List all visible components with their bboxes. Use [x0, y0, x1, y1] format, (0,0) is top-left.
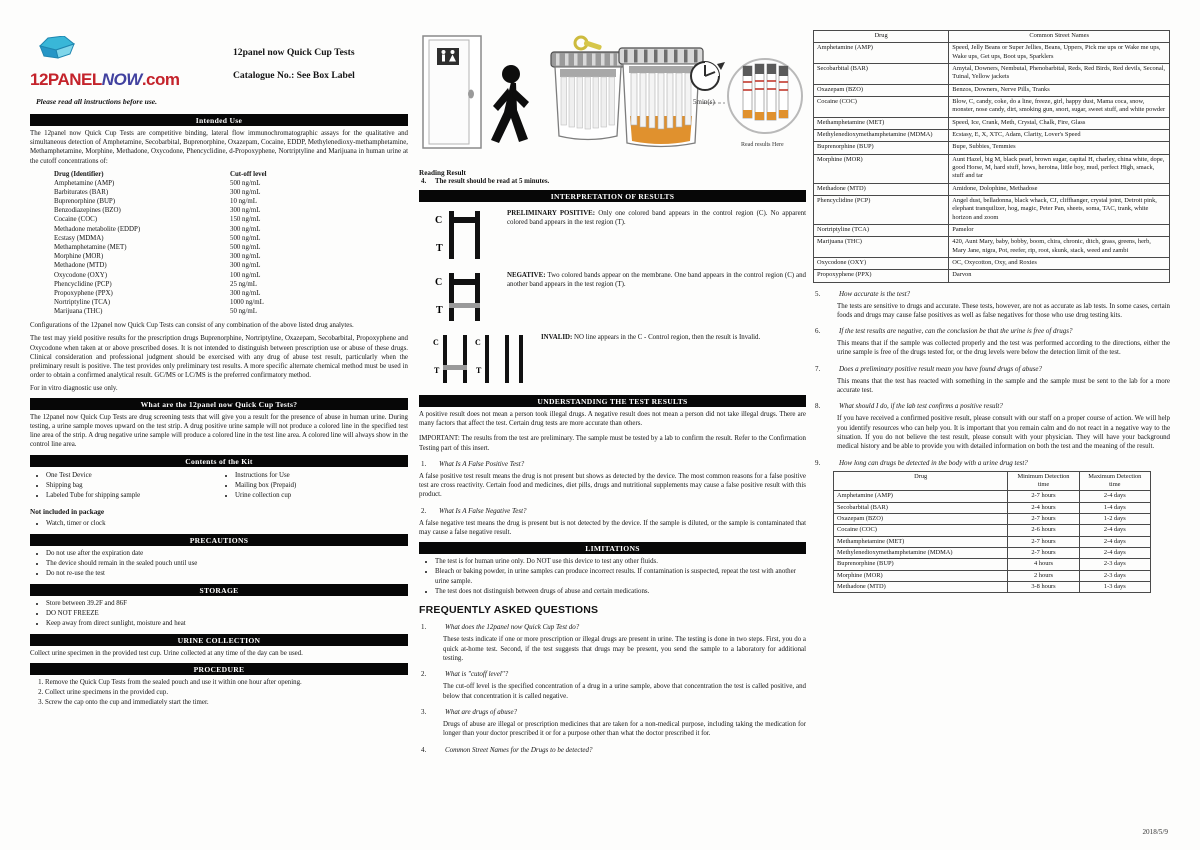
street-names-table [813, 30, 1170, 283]
cutoff-row: Methamphetamine (MET) 500 ng/mL [54, 244, 261, 251]
svg-text:T: T [476, 366, 482, 375]
table-row: Methadone (MTD) Amidone, Dolophine, Methadose [814, 183, 1170, 195]
cutoff-row: Cocaine (COC) 150 ng/mL [54, 216, 261, 224]
intended-use-paragraph: The 12panel now Quick Cup Tests are competitive binding, lateral flow immunochromatographic assays for the qualitative and simultaneous detection of Amphetamine, Secobarbital, Buprenorphine, Oxazepam, Cocaine, EDDP, Methylenedioxy-methamphetamine, Methamphetamine, Morphine, Methadone, Oxycodone, Phencyclidine, d-Propoxyphene, Nortriptyline and Marijuana in human urine at the cutoff concentrations of: [30, 130, 408, 165]
header [30, 36, 408, 93]
result-label: INVALID: [541, 334, 573, 341]
qa-answer: This means that the test has reacted with something in the sample and the sample must be sent to the lab for a more accurate test. [837, 377, 1170, 395]
cutoff-row: Buprenorphine (BUP) 10 ng/mL [54, 198, 257, 206]
storage-item: • DO NOT FREEZE [46, 609, 408, 619]
kit-item: • Instructions for Use [235, 471, 408, 481]
section-intended-use: Intended Use [30, 114, 408, 126]
procedure-step: 1. Remove the Quick Cup Tests from the sealed pouch and use it within one hour after opening. [45, 678, 408, 688]
table-row: Buprenorphine (BUP) Bupe, Subbies, Temmies [814, 142, 1170, 154]
cutoff-row: Barbiturates (BAR) 300 ng/mL [54, 188, 261, 196]
table-header-row: Drug Common Street Names [814, 31, 1170, 43]
faq-answer: The cut-off level is the specified concentration of a drug in a urine sample, above that concentration the test is called positive, and below that concentration it is called negative. [443, 683, 806, 700]
table-row: Methylenedioxymethamphetamine (MDMA) Ecstasy, E, X, XTC, Adam, Clarity, Lover's Speed [814, 129, 1170, 141]
svg-text:C: C [433, 338, 439, 347]
precaution-item: • Do not re-use the test [46, 569, 408, 579]
faq-question: 1. What does the 12panel now Quick Cup Test do? [421, 623, 580, 632]
left-column [30, 36, 408, 710]
test-strip-positive-icon [433, 209, 491, 261]
faq-answer: These tests indicate if one or more prescription or illegal drugs are present in urine. The testing is done in two steps. First, you do a quick at-home test. Second, if the test suggests that drugs may be present, you send the sample to a laboratory for additional testing. [443, 636, 806, 663]
brand-logo [30, 36, 215, 88]
table-row: Secobarbital (BAR) Amytal, Downers, Nembutal, Phenobarbital, Reds, Red Birds, Red devils, Seconal, Tuinal, Yellow jackets [814, 63, 1170, 84]
qa-answer: This means that if the sample was collected properly and the test was performed according to the directions, either the urine sample is free of the drugs tested for, or the drug levels were below the detection limit of the test. [837, 340, 1170, 357]
limitations-list [419, 557, 806, 597]
brand-logo-text [30, 71, 215, 88]
cutoff-row: Marijuana (THC) 50 ng/mL [54, 308, 257, 316]
not-included-list [30, 519, 408, 529]
qa-question: 6. If the test results are negative, can the conclusion be that the urine is free of drugs? [815, 327, 1073, 336]
test-strip-invalid-icon [433, 333, 525, 385]
table-row: Methamphetamine (MET) 2-7 hours 2-4 days [834, 536, 1151, 547]
table-row: Methylenedioxymethamphetamine (MDMA) 2-7 hours 2-4 days [834, 547, 1151, 558]
cutoff-row: Morphine (MOR) 300 ng/mL [54, 253, 261, 261]
prescription-paragraph: The test may yield positive results for the prescription drugs Buprenorphine, Nortriptyline, Oxazepam, Secobarbital, Propoxyphene and Oxycodone when taken at or above prescribed doses. It is not intended to distinguish between prescription use or abuse of these drugs. Clinical consideration and professional judgment should be exercised with any drug of abuse test result, particularly when the preliminary result is positive. The test provides only preliminary test results. A more specific alternate chemical method must be used in order to obtain a confirmed analytical result. GC/MS or LC/MS is the preferred confirmatory method. [30, 335, 408, 379]
faq-question: 3. What are drugs of abuse? [421, 707, 518, 716]
table-row: Propoxyphene (PPX) Darvon [814, 270, 1170, 282]
cutoff-table-header [30, 170, 408, 179]
result-row-negative [419, 271, 806, 323]
logo-part2: NOW [101, 70, 142, 89]
cutoff-col-level: Cut-off level [230, 170, 267, 178]
answer-false-negative: A false negative test means the drug is present but is not detected by the device. If the sample is diluted, or the sample is contaminated that may cause a false negative result. [419, 519, 806, 537]
section-interpretation: INTERPRETATION OF RESULTS [419, 190, 806, 202]
table-row: Nortriptyline (TCA) Pamelor [814, 224, 1170, 236]
svg-text:T: T [436, 243, 443, 254]
cutoff-row: Phencyclidine (PCP) 25 ng/mL [54, 280, 257, 288]
svg-text:T: T [434, 366, 440, 375]
section-limitations: LIMITATIONS [419, 542, 806, 554]
cutoff-table [30, 170, 408, 317]
faq-title: FREQUENTLY ASKED QUESTIONS [419, 604, 599, 617]
cutoff-row: Propoxyphene (PPX) 300 ng/mL [54, 289, 261, 297]
table-row: Secobarbital (BAR) 2-4 hours 1-4 days [834, 502, 1151, 513]
cutoff-row: Oxycodone (OXY) 100 ng/mL [54, 271, 261, 279]
understanding-paragraph: A positive result does not mean a person took illegal drugs. A negative result does not mean a person did not take illegal drugs. There are many factors that affect the test. Certain drug tests are more accurate than others. [419, 411, 806, 428]
storage-item: • Store between 39.2F and 86F [46, 599, 408, 609]
table-row: Methamphetamine (MET) Speed, Ice, Crank, Meth, Crystal, Chalk, Fire, Glass [814, 117, 1170, 129]
table-row: Buprenorphine (BUP) 4 hours 2-3 days [834, 559, 1151, 570]
middle-column [419, 30, 806, 758]
title-line2: Catalogue No.: See Box Label [233, 69, 355, 81]
important-note: IMPORTANT: The results from the test are preliminary. The sample must be tested by a lab to confirm the result. Refer to the Confirmation Testing part of this insert. [419, 435, 806, 452]
table-row: Oxycodone (OXY) OC, Oxycotton, Oxy, and Roxies [814, 257, 1170, 269]
cutoff-row: Nortriptyline (TCA) 1000 ng/mL [54, 299, 264, 307]
timer-icon [691, 62, 725, 106]
qa-question: 5. How accurate is the test? [815, 289, 911, 298]
right-column [813, 30, 1170, 593]
cutoff-row: Methadone metabolite (EDDP) 300 ng/mL [54, 225, 261, 233]
table-row: Morphine (MOR) Aunt Hazel, big M, black pearl, brown sugar, capital H, charley, china white, dope, good Horse, M, hard stuff, hows, heroina, little boy, mud, perfect High, smack, stuff and tar [814, 154, 1170, 183]
urine-collection-paragraph: Collect urine specimen in the provided test cup. Urine collected at any time of the day can be used. [30, 649, 303, 657]
test-strip-negative-icon [433, 271, 491, 323]
document-title [233, 36, 355, 93]
kit-item: • Shipping bag [46, 481, 219, 491]
procedure-list [30, 678, 408, 708]
result-row-invalid [419, 333, 806, 385]
storage-item: • Keep away from direct sunlight, moisture and heat [46, 619, 408, 629]
procedure-step: 2. Collect urine specimens in the provided cup. [45, 688, 408, 698]
section-urine-collection: URINE COLLECTION [30, 634, 408, 646]
faq-question: 4. Common Street Names for the Drugs to be detected? [421, 745, 593, 754]
qa-question: 9. How long can drugs be detected in the body with a urine drug test? [815, 458, 1028, 467]
cutoff-row: Methadone (MTD) 300 ng/mL [54, 262, 261, 270]
result-text: Two colored bands appear on the membrane. One band appears in the control region (C) and another band appears in the test region (T). [507, 272, 806, 289]
section-what-are: What are the 12panel now Quick Cup Tests? [30, 398, 408, 410]
table-row: Phencyclidine (PCP) Angel dust, belladonna, black whack, CJ, cliffhanger, crystal joint, Detroit pink, elephant tranquilizer, hog, magic, Peter Pan, sheets, soma, TAC, trank, white horizon and zoom [814, 195, 1170, 224]
kit-item: • One Test Device [46, 471, 219, 481]
question-false-positive: 1. What Is A False Positive Test? [421, 459, 525, 468]
svg-text:C: C [435, 277, 443, 288]
svg-text:C: C [475, 338, 481, 347]
table-row: Oxazepam (BZO) Benzos, Downers, Nerve Pills, Tranks [814, 84, 1170, 96]
table-row: Amphetamine (AMP) Speed, Jelly Beans or Super Jellies, Beans, Uppers, Pick me ups or Wake me ups, Wake ups, Get ups, Boot ups, Sparklers [814, 43, 1170, 64]
inset-caption: Read results Here [741, 142, 784, 148]
what-are-paragraph: The 12panel now Quick Cup Tests are drug screening tests that will give you a result for the presence of abuse in human urine. During testing, a urine sample moves upward on the test strip. A drug positive urine sample will not produce a colored line in the specified test line area of the strip. A drug negative urine sample will produce a colored line in the test line area. A colored line will always show in the control line area. [30, 414, 408, 449]
limitation-item: • The test does not distinguish between drugs of abuse and certain medications. [435, 587, 806, 597]
result-text: Only one colored band appears in the control region (C). No apparent colored band appears in the test region (T). [507, 210, 806, 227]
section-precautions: PRECAUTIONS [30, 534, 408, 546]
section-kit-contents: Contents of the Kit [30, 455, 408, 467]
result-text: NO line appears in the C - Control region, then the result is Invalid. [574, 334, 761, 341]
table-row: Amphetamine (AMP) 2-7 hours 2-4 days [834, 491, 1151, 502]
cutoff-row: Ecstasy (MDMA) 500 ng/mL [54, 234, 261, 242]
kit-item: • Labeled Tube for shipping sample [46, 491, 219, 501]
cutoff-col-drug: Drug (Identifier) [54, 170, 104, 178]
question-false-negative: 2. What Is A False Negative Test? [421, 506, 527, 515]
precaution-item: • The device should remain in the sealed pouch until use [46, 559, 408, 569]
table-row: Cocaine (COC) Blow, C, candy, coke, do a line, freeze, girl, happy dust, Mama coca, snow, monster, nose candy, dirt, smoking gun, snort, sugar, sweet stuff, and white powder [814, 96, 1170, 117]
kit-contents-lists [30, 470, 408, 503]
kit-list-right [219, 471, 408, 501]
svg-text:C: C [435, 215, 443, 226]
reading-result-item: 4. The result should be read at 5 minutes. [421, 178, 550, 185]
result-label: NEGATIVE: [507, 272, 546, 279]
kit-item: • Mailing box (Prepaid) [235, 481, 408, 491]
procedure-step: 3. Screw the cap onto the cup and immediately start the timer. [45, 698, 408, 708]
read-instructions-note: Please read all instructions before use. [36, 97, 158, 107]
not-included-item: • Watch, timer or clock [46, 519, 408, 529]
detection-times-table [833, 471, 1151, 594]
cutoff-row: Benzodiazepines (BZO) 300 ng/mL [54, 207, 261, 215]
qa-answer: If you have received a confirmed positive result, please consult with our staff on a proper course of action. We will help you identify resources who can help you. It is important that you remain calm and do not react in a negative way to the situation. If you do not believe the test result, please consult with your physician. They will have your background medical history and be able to provide you with detailed information on both the test and the meaning of the result. [837, 415, 1170, 451]
urine-cup-icon [619, 48, 738, 147]
title-line1: 12panel now Quick Cup Tests [233, 47, 355, 58]
results-inset-icon [728, 59, 802, 148]
gem-diamond-icon [30, 36, 100, 66]
timer-label: 5min(s) [693, 98, 715, 106]
section-storage: STORAGE [30, 584, 408, 596]
limitation-item: • Bleach or baking powder, in urine samples can produce incorrect results. If contamination is suspected, repeat the test with another urine sample. [435, 567, 806, 587]
section-procedure: PROCEDURE [30, 663, 408, 675]
table-row: Oxazepam (BZO) 2-7 hours 1-2 days [834, 513, 1151, 524]
cutoff-row: Amphetamine (AMP) 500 ng/mL [54, 179, 261, 187]
svg-text:T: T [436, 305, 443, 316]
logo-suffix: .com [141, 70, 180, 89]
result-row-positive [419, 209, 806, 261]
ivd-paragraph: For in vitro diagnostic use only. [30, 385, 118, 393]
revision-date: 2018/5/9 [1142, 828, 1168, 836]
section-understanding: UNDERSTANDING THE TEST RESULTS [419, 395, 806, 407]
procedure-illustration [419, 30, 806, 168]
precaution-item: • Do not use after the expiration date [46, 549, 408, 559]
table-row: Cocaine (COC) 2-6 hours 2-4 days [834, 525, 1151, 536]
limitation-item: • The test is for human urine only. Do NOT use this device to test any other fluids. [435, 557, 806, 567]
table-row: Marijuana (THC) 420, Aunt Mary, baby, bobby, boom, chira, chronic, ditch, grass, greens, herb, Mary Jane, nigra, Pot, reefer, rip, root, skunk, stack, weed and zambi [814, 237, 1170, 258]
configurations-paragraph: Configurations of the 12panel now Quick Cup Tests can consist of any combination of the above listed drug analytes. [30, 322, 354, 330]
restroom-door-icon [423, 36, 481, 148]
kit-item: • Urine collection cup [235, 491, 408, 501]
logo-part1: 12PANEL [30, 70, 102, 89]
faq-question: 2. What is "cutoff level"? [421, 670, 509, 679]
walking-person-icon [491, 65, 529, 143]
precautions-list [30, 549, 408, 579]
answer-false-positive: A false positive test result means the drug is not present but shows as detected by the device. The most common reasons for a false positive test are cross reactivity. Certain food and medicines, diet pills, drugs and nutritional supplements may cause a false positive result with this product. [419, 472, 806, 499]
table-row: Morphine (MOR) 2 hours 2-3 days [834, 570, 1151, 581]
qa-question: 7. Does a preliminary positive result mean you have found drugs of abuse? [815, 364, 1043, 373]
storage-list [30, 599, 408, 629]
table-row: Methadone (MTD) 3-8 hours 1-3 days [834, 581, 1151, 592]
result-label: PRELIMINARY POSITIVE: [507, 210, 596, 217]
table-header-row: Drug Minimum Detection time Maximum Detection time [834, 471, 1151, 491]
not-included-title: Not included in package [30, 507, 105, 516]
kit-list-left [30, 471, 219, 501]
qa-answer: The tests are sensitive to drugs and accurate. These tests, however, are not as accurate as lab tests. In some cases, certain foods and drugs may cause false positives as well as false negatives for those who use drug testing kits. [837, 302, 1170, 319]
qa-question: 8. What should I do, if the lab test confirms a positive result? [815, 402, 1003, 411]
reading-result-title: Reading Result [419, 169, 466, 177]
faq-answer: Drugs of abuse are illegal or prescription medicines that are taken for a non-medical purpose, including taking the medication for longer than your doctor prescribed it or for a purpose other than what the doctor prescribed it for. [443, 720, 806, 738]
